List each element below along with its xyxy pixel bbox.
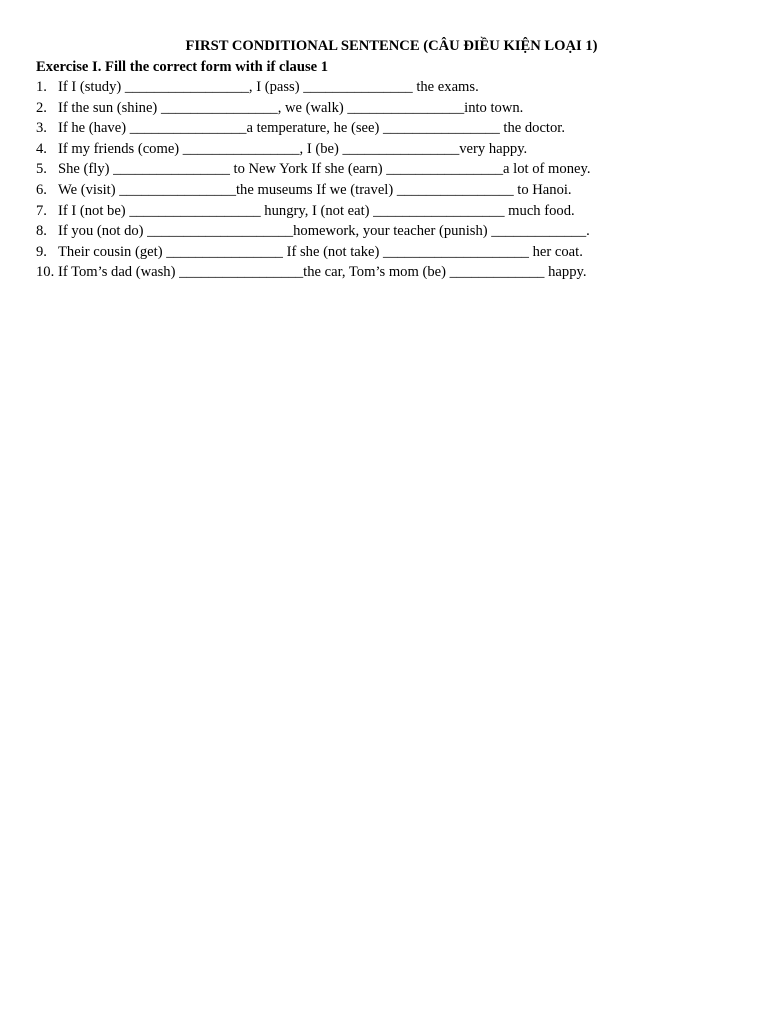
item-text: If my friends (come) ________________, I (be) ________________very happy. <box>58 140 528 157</box>
item-text: If he (have) ________________a temperature, he (see) ________________ the doctor. <box>58 120 565 137</box>
exercise-item-1 <box>36 77 590 98</box>
item-text: If you (not do) ____________________homework, your teacher (punish) _____________. <box>58 223 590 240</box>
item-text: She (fly) ________________ to New York If she (earn) ________________a lot of money. <box>58 161 591 178</box>
item-number: 2. <box>36 99 47 116</box>
item-number: 1. <box>36 79 47 95</box>
item-number: 9. <box>36 243 47 260</box>
exercise-item-7 <box>36 201 590 222</box>
exercise-item-3 <box>36 118 590 139</box>
exercise-item-5 <box>36 159 590 180</box>
item-number: 6. <box>36 181 47 198</box>
item-number: 7. <box>36 202 47 219</box>
item-number: 8. <box>36 223 47 240</box>
exercise-item-8 <box>36 221 590 242</box>
exercise-item-6 <box>36 180 590 201</box>
exercise-heading: Exercise I. Fill the correct form with if clause 1 <box>36 59 329 75</box>
exercise-item-10 <box>36 262 590 283</box>
item-number: 4. <box>36 140 47 157</box>
item-text: If I (not be) __________________ hungry, I (not eat) __________________ much food. <box>58 202 575 219</box>
exercise-list <box>36 77 590 283</box>
exercise-item-9 <box>36 242 590 263</box>
item-number: 10. <box>36 264 55 281</box>
item-text: If Tom’s dad (wash) _________________the car, Tom’s mom (be) _____________ happy. <box>58 264 587 281</box>
exercise-item-4 <box>36 139 590 160</box>
page-title: FIRST CONDITIONAL SENTENCE (CÂU ĐIỀU KIỆN LOẠI 1) <box>185 38 598 54</box>
item-number: 5. <box>36 161 47 178</box>
item-number: 3. <box>36 120 47 137</box>
item-text: If the sun (shine) ________________, we (walk) ________________into town. <box>58 99 524 116</box>
item-text: We (visit) ________________the museums If we (travel) ________________ to Hanoi. <box>58 181 572 198</box>
item-text: Their cousin (get) ________________ If she (not take) ____________________ her coat. <box>58 243 583 260</box>
exercise-item-2 <box>36 98 590 119</box>
item-text: If I (study) _________________, I (pass) _______________ the exams. <box>58 79 479 95</box>
